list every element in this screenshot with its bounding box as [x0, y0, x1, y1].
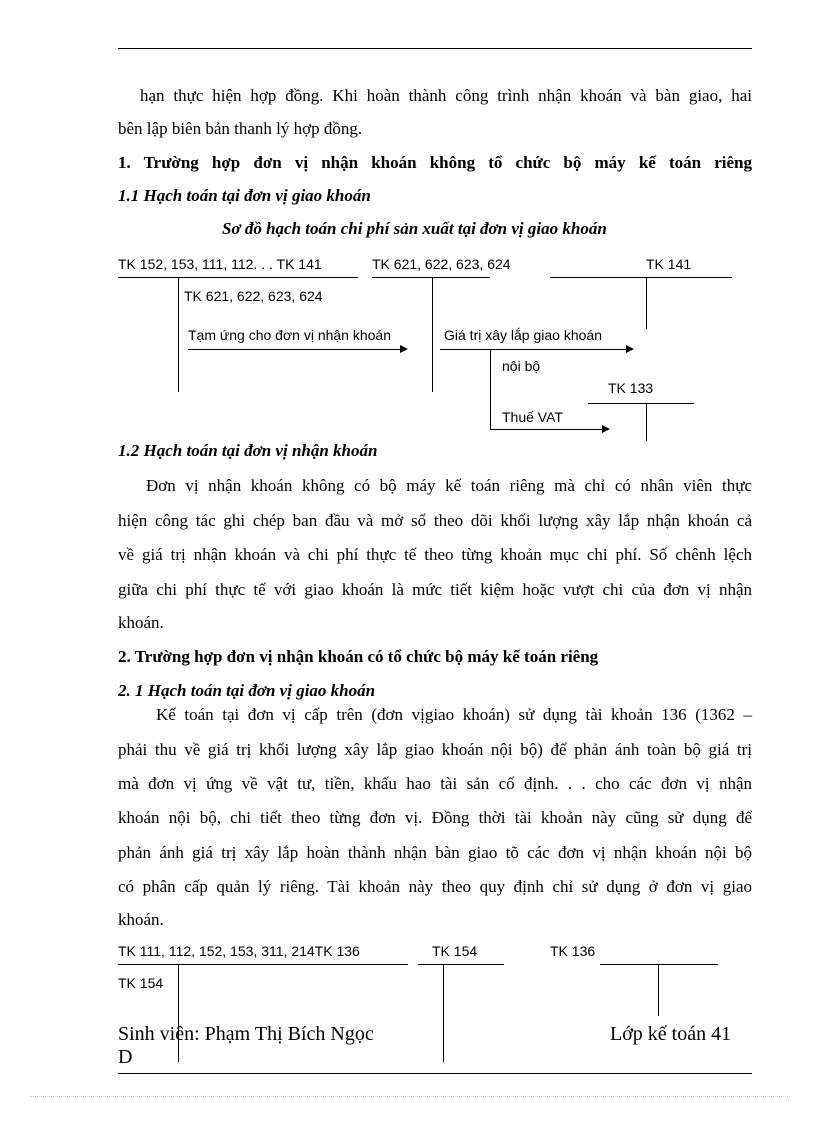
account-tk-154-sub: TK 154: [118, 975, 164, 991]
label-vat: Thuế VAT: [502, 409, 563, 425]
branch-stem: [490, 349, 491, 429]
t-account-133-stem: [646, 403, 647, 441]
arrow-advance-line: [188, 349, 400, 350]
page-bottom-edge: [30, 1096, 790, 1097]
paragraph-3-line-7: khoán.: [118, 910, 164, 929]
heading-1-1: 1.1 Hạch toán tại đơn vị giao khoán: [118, 186, 371, 205]
footer-class: Lớp kế toán 41: [610, 1023, 732, 1045]
paragraph-3-line-5: phản ánh giá trị xây lắp hoàn thành nhận bàn giao tõ các đơn vị nhận khoán nội bộ: [118, 843, 752, 862]
paragraph-2-line-4: giữa chi phí thực tế với giao khoán là mức tiết kiệm hoặc vượt chi của đơn vị nhận: [118, 580, 752, 599]
header-rule: [118, 48, 752, 49]
paragraph-1-line-1: hạn thực hiện hợp đồng. Khi hoàn thành công trình nhận khoán và bàn giao, hai: [140, 86, 752, 105]
label-advance: Tạm ứng cho đơn vị nhận khoán: [188, 327, 392, 343]
t-account-133-rule: [588, 403, 694, 404]
t-account-c-rule: [600, 964, 718, 965]
paragraph-2-line-5: khoán.: [118, 613, 164, 632]
paragraph-3-line-4: khoán nội bộ, chi tiết theo từng đơn vị. Đồng thời tài khoản này cũng sử dụng để: [118, 808, 752, 827]
paragraph-3-line-3: mà đơn vị ứng về vật tư, tiền, khấu hao tài sản cố định. . . cho các đơn vị nhận: [118, 774, 752, 793]
heading-2: 2. Trường hợp đơn vị nhận khoán có tổ chức bộ máy kế toán riêng: [118, 647, 599, 666]
account-tk-154: TK 154: [432, 943, 478, 959]
label-internal: nội bộ: [502, 358, 541, 374]
t-account-3-rule: [550, 277, 732, 278]
t-account-a-rule: [118, 964, 408, 965]
arrow-advance-head: [400, 345, 408, 353]
t-account-b-stem: [443, 964, 444, 1062]
account-tk-621-624: TK 621, 622, 623, 624: [372, 256, 511, 272]
account-tk-111-136: TK 111, 112, 152, 153, 311, 214TK 136: [118, 943, 360, 959]
paragraph-2-line-1: Đơn vị nhận khoán không có bộ máy kế toán riêng mà chỉ có nhân viên thực: [146, 476, 752, 495]
t-account-b-rule: [418, 964, 504, 965]
paragraph-2-line-3: về giá trị nhận khoán và chi phí thực tế theo từng khoản mục chi phí. Số chênh lệch: [118, 545, 752, 564]
t-account-1-rule: [118, 277, 358, 278]
heading-2-1: 2. 1 Hạch toán tại đơn vị giao khoán: [118, 681, 376, 700]
account-tk-152-141: TK 152, 153, 111, 112. . . TK 141: [118, 256, 322, 272]
account-tk-136: TK 136: [550, 943, 596, 959]
t-account-a-stem: [178, 964, 179, 1062]
label-value: Giá trị xây lắp giao khoán: [444, 327, 602, 343]
account-tk-141: TK 141: [646, 256, 692, 272]
footer-student-cont: D: [118, 1046, 133, 1068]
paragraph-3-line-1: Kế toán tại đơn vị cấp trên (đơn vịgiao khoán) sử dụng tài khoản 136 (1362 –: [156, 705, 752, 724]
footer-rule: [118, 1073, 752, 1074]
arrow-value-head: [626, 345, 634, 353]
footer-student: Sinh viên: Phạm Thị Bích Ngọc: [118, 1023, 374, 1045]
heading-1-2: 1.2 Hạch toán tại đơn vị nhận khoán: [118, 441, 378, 460]
t-account-2-rule: [372, 277, 490, 278]
paragraph-3-line-6: có phân cấp quản lý riêng. Tài khoản này theo quy định chỉ sử dụng ở đơn vị giao: [118, 877, 752, 896]
arrow-value-line: [440, 349, 626, 350]
paragraph-1-line-2: bên lập biên bản thanh lý hợp đồng.: [118, 119, 363, 138]
t-account-c-stem: [658, 964, 659, 1016]
arrow-vat-head: [602, 425, 610, 433]
t-account-1-stem: [178, 277, 179, 392]
account-tk-621-624-sub: TK 621, 622, 623, 624: [184, 288, 323, 304]
heading-1: 1. Trường hợp đơn vị nhận khoán không tổ chức bộ máy kế toán riêng: [118, 153, 752, 172]
t-account-2-stem: [432, 277, 433, 392]
account-tk-133: TK 133: [608, 380, 654, 396]
arrow-vat-line: [490, 429, 602, 430]
paragraph-3-line-2: phải thu về giá trị khối lượng xây lắp giao khoán nội bộ) để phản ánh toàn bộ giá trị: [118, 740, 752, 759]
t-account-3-stem: [646, 277, 647, 329]
diagram-1-title: Sơ đồ hạch toán chi phí sản xuất tại đơn vị giao khoán: [222, 219, 607, 238]
paragraph-2-line-2: hiện công tác ghi chép ban đầu và mở sổ theo dõi khối lượng xây lắp nhận khoán cả: [118, 511, 752, 530]
